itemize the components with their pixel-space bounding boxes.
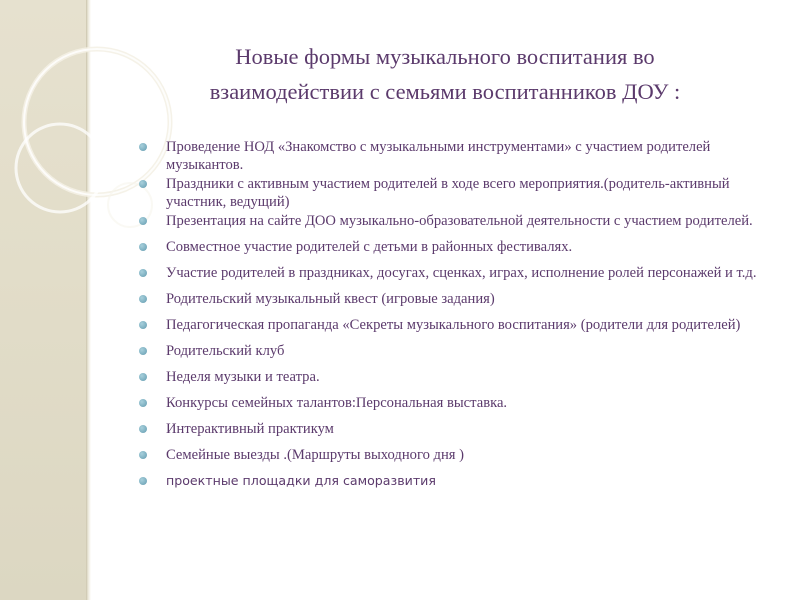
list-item-text: Родительский клуб [166, 343, 285, 359]
bullet-dot-icon [139, 425, 147, 433]
list-item-text: Конкурсы семейных талантов:Персональная выставка. [166, 395, 508, 411]
bullet-list [138, 138, 760, 490]
bullet-dot-icon [139, 217, 147, 225]
bullet-dot-icon [139, 399, 147, 407]
slide-title [135, 39, 755, 109]
list-item-text: проектные площадки для саморазвития [166, 473, 436, 488]
bullet-dot-icon [139, 347, 147, 355]
title-line-2: взаимодействии с семьями воспитанников ДОУ : [209, 79, 681, 104]
list-item-text: Презентация на сайте ДОО музыкально-образовательной деятельности с участием родителей. [166, 213, 753, 229]
list-item [138, 212, 760, 230]
list-item [138, 238, 760, 256]
list-item [138, 175, 760, 211]
list-item-text: Участие родителей в праздниках, досугах, сценках, играх, исполнение ролей персонажей и т.д. [166, 265, 757, 281]
list-item-text: Семейные выезды .(Маршруты выходного дня ) [166, 447, 464, 463]
list-item [138, 368, 760, 386]
list-item-text: Праздники с активным участием родителей в ходе всего мероприятия.(родитель-активный участник, ведущий) [166, 176, 730, 210]
list-item-text: Интерактивный практикум [166, 421, 334, 437]
list-item [138, 394, 760, 412]
list-item [138, 342, 760, 360]
list-item-text: Совместное участие родителей с детьми в районных фестивалях. [166, 239, 573, 255]
list-item-text: Проведение НОД «Знакомство с музыкальными инструментами» с участием родителей музыкантов. [166, 139, 711, 173]
list-item [138, 316, 760, 334]
bullet-dot-icon [139, 243, 147, 251]
bullet-dot-icon [139, 321, 147, 329]
list-item-text: Родительский музыкальный квест (игровые задания) [166, 291, 495, 307]
bullet-dot-icon [139, 143, 147, 151]
bullet-dot-icon [139, 295, 147, 303]
bullet-dot-icon [139, 180, 147, 188]
bullet-dot-icon [139, 269, 147, 277]
list-item [138, 472, 760, 490]
bullet-dot-icon [139, 477, 147, 485]
list-item [138, 264, 760, 282]
list-item [138, 420, 760, 438]
bullet-dot-icon [139, 451, 147, 459]
list-item-text: Неделя музыки и театра. [166, 369, 320, 385]
bullet-dot-icon [139, 373, 147, 381]
list-item [138, 446, 760, 464]
list-item-text: Педагогическая пропаганда «Секреты музыкального воспитания» (родители для родителей) [166, 317, 741, 333]
list-item [138, 290, 760, 308]
title-line-1: Новые формы музыкального воспитания во [235, 44, 655, 69]
list-item [138, 138, 760, 174]
